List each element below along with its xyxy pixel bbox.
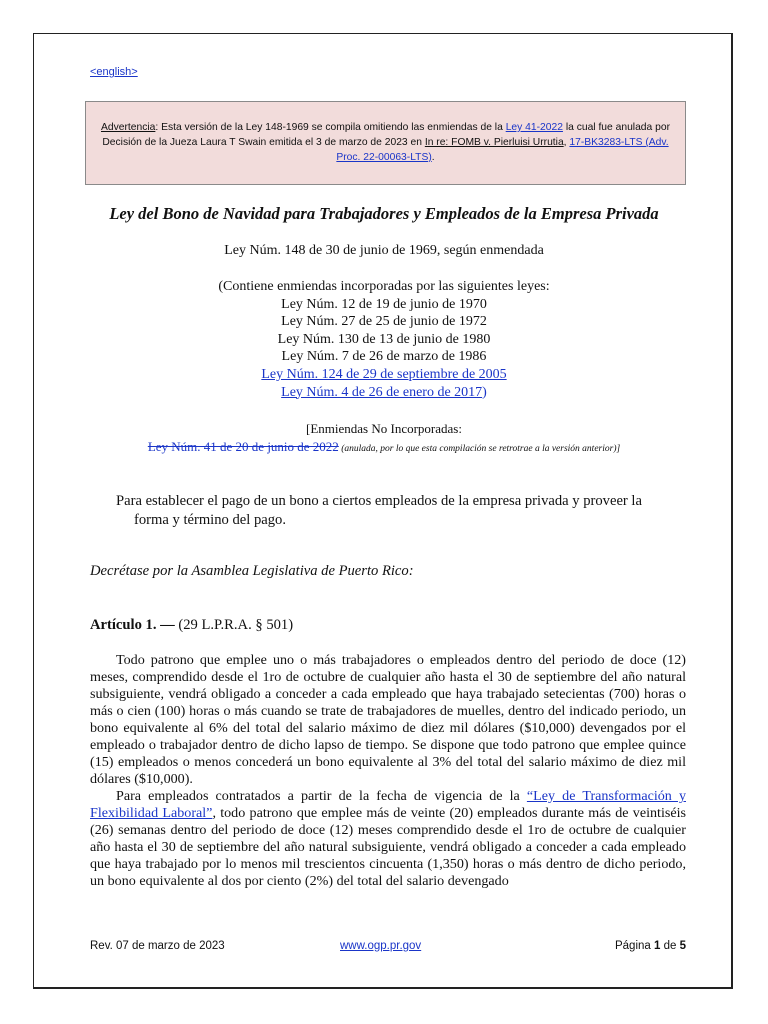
- article-paragraph-1: Todo patrono que emplee uno o más trabajadores o empleados dentro del periodo de doce (12) meses, comprendido desde el 1ro de octubre de cualquier año hasta el 30 de septiembre del año natural subsiguiente, vendrá obligado a conceder a cada empleado que haya trabajado setecientas (700) horas o más o cien (100) horas o más cuando se trate de trabajadores de muelles, dentro del indicado periodo, un bono equivalente al 6% del total del salario máximo de diez mil dólares ($10,000) devengados por el empleado o trabajador dentro de dicho lapso de tiempo. Se dispone que todo patrono que emplee quince (15) empleados o menos concederá un bono equivalente al 3% del total del salario máximo de diez mil dólares ($10,000).: [90, 652, 686, 787]
- warning-label: Advertencia: [100, 122, 156, 133]
- labor-transformation-law-link[interactable]: “Ley de Transformación y Flexibilidad Laboral”: [90, 788, 686, 821]
- revision-date: Rev. 07 de marzo de 2023: [90, 940, 225, 952]
- document-title: Ley del Bono de Navidad para Trabajadores y Empleados de la Empresa Privada: [109, 204, 659, 223]
- article-1-body: [90, 652, 686, 890]
- article-label: Artículo 1. —: [90, 617, 175, 633]
- paragraph-2-start: Para empleados contratados a partir de la fecha de vigencia de la: [116, 788, 527, 804]
- law-subtitle: Ley Núm. 148 de 30 de junio de 1969, según enmendada: [224, 243, 544, 258]
- warning-box: [85, 101, 686, 185]
- amendment-law-1986: Ley Núm. 7 de 26 de marzo de 1986: [281, 349, 487, 365]
- document-page: [33, 33, 733, 989]
- amendment-law-1972: Ley Núm. 27 de 25 de junio de 1972: [281, 314, 487, 330]
- warning-text-3: ,: [563, 137, 570, 148]
- law-41-2022-link[interactable]: Ley 41-2022: [505, 122, 563, 133]
- article-citation: (29 L.P.R.A. § 501): [174, 617, 294, 633]
- page-footer: [90, 940, 686, 956]
- case-name: In re: FOMB v. Pierluisi Urrutia: [424, 137, 564, 148]
- warning-text-2: la cual fue anulada por Decisión de la Jueza Laura T Swain emitida el 3 de marzo de 2023 en: [102, 122, 671, 148]
- warning-text-1: : Esta versión de la Ley 148-1969 se compila omitiendo las enmiendas de la: [155, 122, 506, 133]
- amendments-intro: (Contiene enmiendas incorporadas por las siguientes leyes:: [218, 279, 550, 294]
- amendment-law-2005-link[interactable]: Ley Núm. 124 de 29 de septiembre de 2005: [261, 366, 507, 382]
- article-1-heading: [90, 617, 293, 634]
- not-incorporated-heading: [Enmiendas No Incorporadas:: [306, 421, 462, 436]
- page-number: [615, 940, 686, 952]
- law-41-2022-annulled-link[interactable]: Ley Núm. 41 de 20 de junio de 2022: [147, 439, 339, 454]
- page-of: de: [660, 940, 680, 952]
- ogp-website-link[interactable]: www.ogp.pr.gov: [340, 940, 422, 952]
- case-number-link[interactable]: 17-BK3283-LTS (Adv. Proc. 22-00063-LTS): [336, 137, 669, 163]
- article-paragraph-2: [90, 788, 686, 890]
- amendment-law-1980: Ley Núm. 130 de 13 de junio de 1980: [277, 331, 491, 347]
- law-purpose: [116, 492, 681, 530]
- page-current: 1: [654, 940, 661, 952]
- not-incorporated-section: [34, 420, 734, 458]
- amendment-law-2017-link[interactable]: Ley Núm. 4 de 26 de enero de 2017: [281, 384, 483, 400]
- decree-statement: Decrétase por la Asamblea Legislativa de Puerto Rico:: [90, 563, 414, 579]
- annulled-note: (anulada, por lo que esta compilación se retrotrae a la versión anterior)]: [338, 444, 621, 454]
- amendments-close: ): [482, 384, 487, 400]
- warning-text-4: .: [431, 152, 435, 163]
- paragraph-2-rest: , todo patrono que emplee más de veinte (20) empleados durante más de veintiséis (26) semanas dentro del periodo de doce (12) meses comprendido desde el 1ro de octubre de cualquier año hasta el 30 de septiembre del año natural subsiguiente, vendrá obligado a conceder a cada empleado que haya trabajado por lo menos mil trescientos cincuenta (1,350) horas o más dentro de dicho periodo, un bono equivalente al dos por ciento (2%) del total del salario devengado: [90, 805, 687, 889]
- page-word: Página: [614, 940, 654, 952]
- amendment-law-1970: Ley Núm. 12 de 19 de junio de 1970: [281, 296, 487, 312]
- purpose-line-1: Para establecer el pago de un bono a ciertos empleados de la empresa privada y proveer la: [116, 493, 642, 509]
- page-total: 5: [679, 940, 686, 952]
- english-version-link[interactable]: <english>: [90, 66, 138, 78]
- purpose-line-2: forma y término del pago.: [134, 512, 286, 528]
- amendments-list: [34, 278, 734, 401]
